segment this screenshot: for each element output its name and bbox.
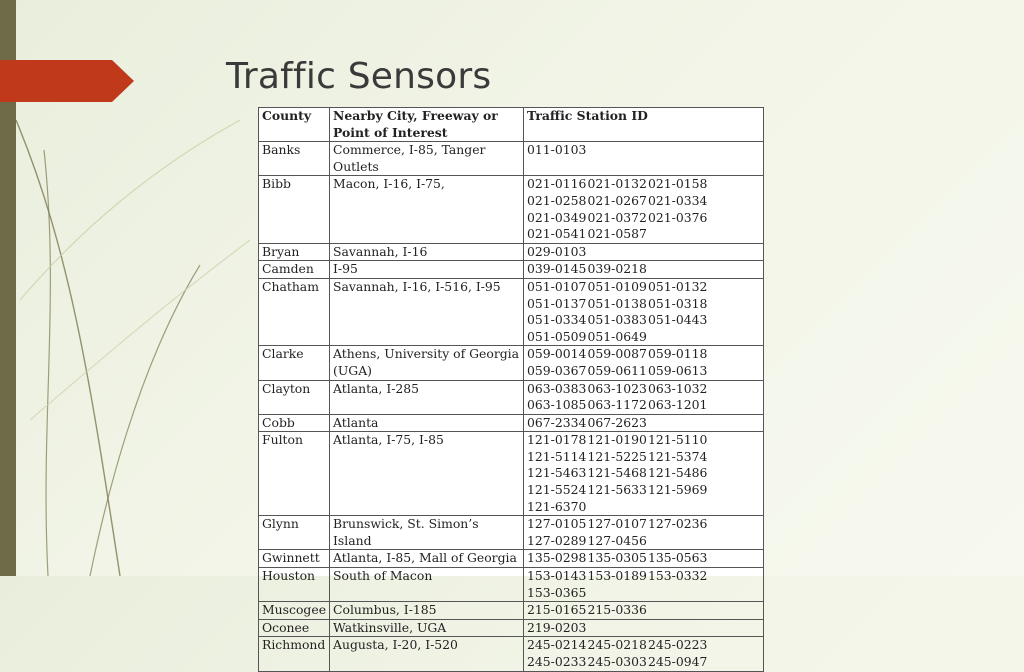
station-id: 121-5110 [648, 432, 708, 448]
table-row [259, 380, 764, 414]
station-id: 121-6370 [527, 498, 587, 514]
station-id: 245-0223 [648, 637, 708, 653]
station-id: 153-0332 [648, 568, 708, 584]
station-ids-cell [524, 243, 764, 261]
station-id: 011-0103 [527, 142, 587, 158]
station-id: 121-5374 [648, 448, 708, 464]
place-cell: Savannah, I-16, I-516, I-95 [330, 278, 524, 345]
station-id: 135-0563 [648, 550, 708, 566]
county-cell: Chatham [259, 278, 330, 345]
station-id: 127-0105 [527, 516, 587, 532]
station-id: 059-0118 [648, 346, 708, 362]
table-body [259, 142, 764, 671]
station-id: 021-0158 [648, 176, 708, 192]
station-id: 245-0218 [587, 637, 647, 653]
station-id: 051-0443 [648, 312, 708, 328]
county-cell: Richmond [259, 637, 330, 671]
table-row [259, 243, 764, 261]
place-cell: Watkinsville, UGA [330, 619, 524, 637]
station-id: 039-0145 [527, 261, 587, 277]
station-ids-cell [524, 261, 764, 279]
station-id: 135-0305 [587, 550, 647, 566]
station-id: 063-1032 [648, 380, 708, 396]
table-row [259, 619, 764, 637]
station-id: 021-0258 [527, 192, 587, 208]
station-id: 029-0103 [527, 243, 587, 259]
station-id: 021-0372 [587, 209, 647, 225]
station-id: 245-0303 [587, 654, 647, 669]
station-id: 051-0649 [587, 328, 647, 344]
county-cell: Banks [259, 142, 330, 176]
station-id: 021-0116 [527, 176, 587, 192]
station-ids-cell [524, 550, 764, 568]
county-cell: Clarke [259, 346, 330, 380]
station-id: 215-0336 [587, 602, 647, 618]
county-cell: Muscogee [259, 602, 330, 620]
station-id: 051-0334 [527, 312, 587, 328]
station-id: 067-2623 [587, 414, 647, 430]
county-cell: Oconee [259, 619, 330, 637]
header-county: County [259, 108, 330, 142]
station-id: 121-5633 [587, 482, 647, 498]
place-cell: Macon, I-16, I-75, [330, 176, 524, 243]
station-id: 121-5486 [648, 465, 708, 481]
station-id: 051-0383 [587, 312, 647, 328]
county-cell: Bibb [259, 176, 330, 243]
table-row [259, 346, 764, 380]
traffic-sensor-table-container [258, 107, 764, 669]
place-cell: Atlanta, I-85, Mall of Georgia [330, 550, 524, 568]
place-cell: Atlanta, I-285 [330, 380, 524, 414]
station-id: 121-5225 [587, 448, 647, 464]
place-cell: Savannah, I-16 [330, 243, 524, 261]
header-station-id: Traffic Station ID [524, 108, 764, 142]
place-cell: Augusta, I-20, I-520 [330, 637, 524, 671]
place-cell: Atlanta [330, 414, 524, 432]
station-id: 059-0014 [527, 346, 587, 362]
station-id: 059-0087 [587, 346, 647, 362]
station-id: 063-1172 [587, 397, 647, 413]
place-cell: South of Macon [330, 568, 524, 602]
station-id: 051-0109 [587, 278, 647, 294]
station-id: 121-0190 [587, 432, 647, 448]
station-id: 245-0947 [648, 654, 708, 669]
station-id: 051-0107 [527, 278, 587, 294]
county-cell: Bryan [259, 243, 330, 261]
county-cell: Gwinnett [259, 550, 330, 568]
county-cell: Camden [259, 261, 330, 279]
station-ids-cell [524, 176, 764, 243]
station-id: 153-0365 [527, 584, 587, 600]
station-id: 039-0218 [587, 261, 647, 277]
station-id: 063-1023 [587, 380, 647, 396]
station-id: 021-0349 [527, 209, 587, 225]
station-ids-cell [524, 516, 764, 550]
station-id: 021-0541 [527, 226, 587, 242]
station-id: 063-1201 [648, 397, 708, 413]
traffic-sensor-table [258, 107, 764, 672]
table-row [259, 278, 764, 345]
station-id: 127-0107 [587, 516, 647, 532]
station-id: 219-0203 [527, 619, 587, 635]
station-id: 121-5468 [587, 465, 647, 481]
station-id: 121-5114 [527, 448, 587, 464]
station-id: 245-0233 [527, 654, 587, 669]
station-id: 059-0367 [527, 362, 587, 378]
table-row [259, 261, 764, 279]
station-id: 059-0611 [587, 362, 647, 378]
table-row [259, 432, 764, 516]
station-id: 121-0178 [527, 432, 587, 448]
place-cell: Athens, University of Georgia (UGA) [330, 346, 524, 380]
place-cell: Commerce, I-85, Tanger Outlets [330, 142, 524, 176]
table-row [259, 414, 764, 432]
station-id: 059-0613 [648, 362, 708, 378]
station-id: 063-0383 [527, 380, 587, 396]
station-id: 127-0289 [527, 532, 587, 548]
station-ids-cell [524, 432, 764, 516]
station-ids-cell [524, 619, 764, 637]
station-ids-cell [524, 346, 764, 380]
station-id: 153-0143 [527, 568, 587, 584]
station-ids-cell [524, 637, 764, 671]
station-id: 063-1085 [527, 397, 587, 413]
table-row [259, 568, 764, 602]
station-id: 051-0132 [648, 278, 708, 294]
station-id: 021-0132 [587, 176, 647, 192]
county-cell: Glynn [259, 516, 330, 550]
station-ids-cell [524, 380, 764, 414]
place-cell: Atlanta, I-75, I-85 [330, 432, 524, 516]
table-row [259, 637, 764, 671]
station-id: 135-0298 [527, 550, 587, 566]
place-cell: Brunswick, St. Simon’s Island [330, 516, 524, 550]
station-id: 245-0214 [527, 637, 587, 653]
station-id: 067-2334 [527, 414, 587, 430]
header-nearby-place: Nearby City, Freeway or Point of Interest [330, 108, 524, 142]
station-ids-cell [524, 142, 764, 176]
county-cell: Houston [259, 568, 330, 602]
station-ids-cell [524, 602, 764, 620]
title-arrow-shape [0, 60, 134, 102]
station-id: 051-0509 [527, 328, 587, 344]
station-ids-cell [524, 278, 764, 345]
station-id: 051-0137 [527, 295, 587, 311]
station-id: 127-0456 [587, 532, 647, 548]
slide-title: Traffic Sensors [226, 56, 492, 97]
station-id: 021-0334 [648, 192, 708, 208]
table-row [259, 142, 764, 176]
county-cell: Clayton [259, 380, 330, 414]
table-header-row [259, 108, 764, 142]
station-id: 121-5524 [527, 482, 587, 498]
table-row [259, 602, 764, 620]
station-id: 127-0236 [648, 516, 708, 532]
station-id: 021-0376 [648, 209, 708, 225]
station-id: 215-0165 [527, 602, 587, 618]
station-id: 153-0189 [587, 568, 647, 584]
station-id: 121-5463 [527, 465, 587, 481]
station-ids-cell [524, 568, 764, 602]
table-row [259, 516, 764, 550]
station-id: 021-0587 [587, 226, 647, 242]
place-cell: I-95 [330, 261, 524, 279]
county-cell: Fulton [259, 432, 330, 516]
station-id: 021-0267 [587, 192, 647, 208]
table-row [259, 550, 764, 568]
station-id: 051-0318 [648, 295, 708, 311]
station-id: 121-5969 [648, 482, 708, 498]
station-ids-cell [524, 414, 764, 432]
place-cell: Columbus, I-185 [330, 602, 524, 620]
station-id: 051-0138 [587, 295, 647, 311]
county-cell: Cobb [259, 414, 330, 432]
table-row [259, 176, 764, 243]
